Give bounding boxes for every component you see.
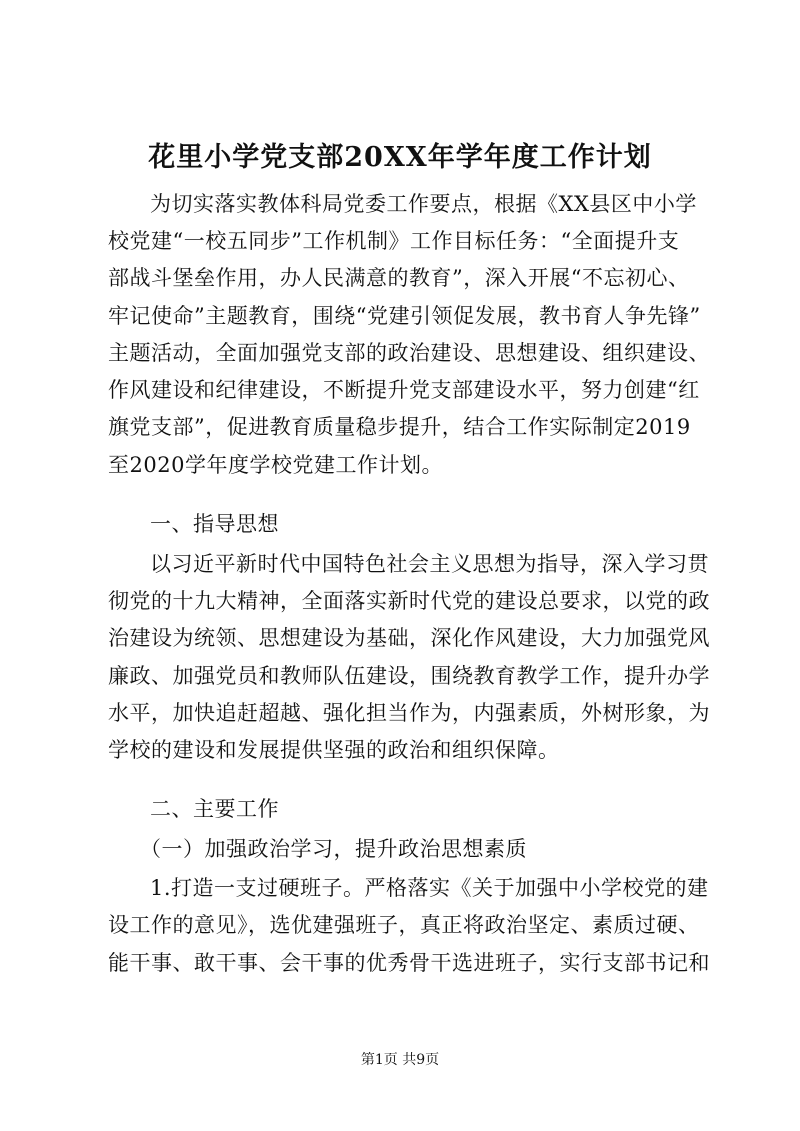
body-line: 作风建设和纪律建设，不断提升党支部建设水平，努力创建“红 [108,378,700,402]
body-line: 牢记使命”主题教育，围绕“党建引领促发展，教书育人争先锋” [108,304,701,328]
body-line: 廉政、加强党员和教师队伍建设，围绕教育教学工作，提升办学 [108,664,710,688]
body-line: 能干事、敢干事、会干事的优秀骨干选进班子，实行支部书记和 [108,951,710,975]
body-line: 学校的建设和发展提供坚强的政治和组织保障。 [108,738,560,762]
body-line: 设工作的意见》，选优建强班子，真正将政治坚定、素质过硬、 [108,913,700,937]
body-line: 旗党支部”，促进教育质量稳步提升，结合工作实际制定2019 [108,415,691,439]
body-line: 1.打造一支过硬班子。严格落实《关于加强中小学校党的建 [150,876,709,900]
body-line: 至2020学年度学校党建工作计划。 [108,453,443,477]
subsection-heading: （一）加强政治学习，提升政治思想素质 [140,837,527,861]
body-line: 水平，加快追赶超越、强化担当作为，内强素质，外树形象，为 [108,701,710,725]
body-line: 部战斗堡垒作用，办人民满意的教育”，深入开展“不忘初心、 [108,266,690,290]
body-line: 治建设为统领、思想建设为基础，深化作风建设，大力加强党风 [108,626,710,650]
section-heading: 二、主要工作 [150,797,279,821]
body-line: 主题活动，全面加强党支部的政治建设、思想建设、组织建设、 [108,341,710,365]
body-line: 彻党的十九大精神，全面落实新时代党的建设总要求，以党的政 [108,589,710,613]
section-heading: 一、指导思想 [150,512,279,536]
page-footer: 第1页 共9页 [360,1052,440,1068]
document-title: 花里小学党支部20XX年学年度工作计划 [148,142,652,173]
body-line: 以习近平新时代中国特色社会主义思想为指导，深入学习贯 [150,552,709,576]
body-line: 校党建“一校五同步”工作机制》工作目标任务：“全面提升支 [108,229,680,253]
body-line: 为切实落实教体科局党委工作要点，根据《XX县区中小学 [150,192,697,216]
